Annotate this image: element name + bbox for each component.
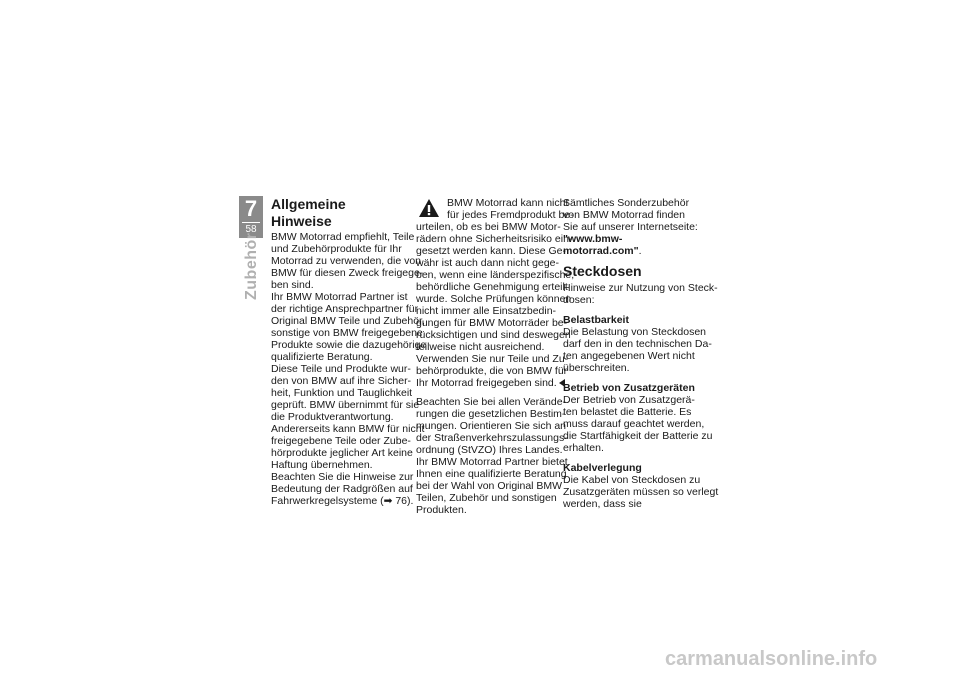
subsection-title: Betrieb von Zusatzgeräten <box>563 382 695 394</box>
text-line: überschreiten. <box>563 362 630 374</box>
text-line: Andererseits kann BMW für nicht <box>271 423 425 435</box>
text-line: rädern ohne Sicherheitsrisiko ein- <box>416 233 573 245</box>
text-line: freigegebene Teile oder Zube- <box>271 435 411 447</box>
text-line: muss darauf geachtet werden, <box>563 418 705 430</box>
text-line: bei der Wahl von Original BMW <box>416 480 563 492</box>
section-heading-sockets: Steckdosen <box>563 263 642 279</box>
text-line: behördliche Genehmigung erteilt <box>416 281 568 293</box>
text-line: behörprodukte, die von BMW für <box>416 365 568 377</box>
body-text <box>271 231 427 507</box>
text-line: hörprodukte jeglicher Art keine <box>271 447 413 459</box>
text-line: Produkte sowie die dazugehörige <box>271 339 427 351</box>
text-line: ben sind. <box>271 279 314 291</box>
text-line: die Produktverantwortung. <box>271 411 394 423</box>
text-line: der Straßenverkehrszulassungs- <box>416 432 568 444</box>
text-line: Ihr BMW Motorrad Partner bietet <box>416 456 568 468</box>
text-line: Der Betrieb von Zusatzgerä- <box>563 394 695 406</box>
text-line: nicht immer alle Einsatzbedin- <box>416 305 557 317</box>
text-line: die Startfähigkeit der Batterie zu <box>563 430 713 442</box>
text-line: BMW Motorrad empfiehlt, Teile <box>271 231 415 243</box>
text-line: ten belastet die Batterie. Es <box>563 406 692 418</box>
subsection-text <box>563 394 713 454</box>
chapter-title: Zubehör <box>243 232 260 300</box>
text-line: BMW Motorrad kann nicht <box>447 197 569 209</box>
text-line: Zusatzgeräten müssen so verlegt <box>563 486 719 498</box>
warning-block <box>416 197 575 389</box>
text-line: Die Kabel von Steckdosen zu <box>563 474 701 486</box>
text-line: Ihnen eine qualifizierte Beratung <box>416 468 567 480</box>
text-line: qualifizierte Beratung. <box>271 351 373 363</box>
text-line: Haftung übernehmen. <box>271 459 373 471</box>
text-line: gesetzt werden kann. Diese Ge- <box>416 245 566 257</box>
text-line: ten angegebenen Wert nicht <box>563 350 695 362</box>
text-line: Diese Teile und Produkte wur- <box>271 363 411 375</box>
text-line: dosen: <box>563 294 595 306</box>
text-line: der richtige Ansprechpartner für <box>271 303 419 315</box>
text-line: Hinweise zur Nutzung von Steck- <box>563 282 718 294</box>
text-line: und Zubehörprodukte für Ihr <box>271 243 402 255</box>
sockets-sections <box>563 314 719 510</box>
text-line: Sie auf unserer Internetseite: <box>563 221 698 233</box>
text-line: Bedeutung der Radgrößen auf <box>271 483 413 495</box>
column-general-notes <box>271 196 427 507</box>
body-text <box>416 396 568 516</box>
sockets-intro <box>563 282 718 306</box>
text-line: mungen. Orientieren Sie sich an <box>416 420 566 432</box>
chapter-number: 7 <box>244 196 258 221</box>
text-line: ben, wenn eine länderspezifische, <box>416 269 575 281</box>
column-warning <box>416 197 575 516</box>
text-line: gungen für BMW Motorräder be- <box>416 317 568 329</box>
text-line: werden, dass sie <box>563 498 642 510</box>
text-line: den von BMW auf ihre Sicher- <box>271 375 412 387</box>
text-line: Sämtliches Sonderzubehör <box>563 197 690 209</box>
text-line: rungen die gesetzlichen Bestim- <box>416 408 566 420</box>
subsection-text <box>563 326 712 374</box>
text-line: erhalten. <box>563 442 604 454</box>
section-heading: Allgemeine Hinweise <box>271 196 346 229</box>
website-line: "www.bmw-motorrad.com". <box>563 233 642 257</box>
text-line: Beachten Sie bei allen Verände- <box>416 396 567 408</box>
text-line: Motorrad zu verwenden, die von <box>271 255 421 267</box>
text-line: darf den in den technischen Da- <box>563 338 712 350</box>
page-number: 58 <box>245 224 257 235</box>
warning-text <box>416 221 575 389</box>
text-line: Beachten Sie die Hinweise zur <box>271 471 414 483</box>
text-line: für jedes Fremdprodukt be- <box>447 209 574 221</box>
text-line: heit, Funktion und Tauglichkeit <box>271 387 413 399</box>
subsection-title: Kabelverlegung <box>563 462 642 474</box>
text-line: BMW für diesen Zweck freigege- <box>271 267 424 279</box>
text-line: rücksichtigen und sind deswegen <box>416 329 571 341</box>
accessory-intro <box>563 197 700 233</box>
text-line: urteilen, ob es bei BMW Motor- <box>416 221 561 233</box>
text-line: ordnung (StVZO) Ihres Landes. <box>416 444 563 456</box>
text-line: Ihr Motorrad freigegeben sind. <box>416 377 553 389</box>
text-line: Ihr BMW Motorrad Partner ist <box>271 291 408 303</box>
text-line: Die Belastung von Steckdosen <box>563 326 707 338</box>
text-line: sonstige von BMW freigegebene <box>271 327 423 339</box>
website-link[interactable]: "www.bmw-motorrad.com" <box>563 233 639 257</box>
subsection-text <box>563 474 719 510</box>
text-line: Original BMW Teile und Zubehör, <box>271 315 425 327</box>
subsection-title: Belastbarkeit <box>563 314 629 326</box>
text-line: Fahrwerkregelsysteme (➡ 76). <box>271 495 414 507</box>
text-line: Teilen, Zubehör und sonstigen <box>416 492 557 504</box>
warning-triangle-icon <box>418 198 440 218</box>
text-line: Produkten. <box>416 504 467 516</box>
text-line: wurde. Solche Prüfungen können <box>416 293 572 305</box>
watermark: carmanualsonline.info <box>665 648 878 670</box>
text-line: währ ist auch dann nicht gege- <box>416 257 560 269</box>
text-line: von BMW Motorrad finden <box>563 209 685 221</box>
text-line: teilweise nicht ausreichend. <box>416 341 545 353</box>
text-line: Verwenden Sie nur Teile und Zu- <box>416 353 569 365</box>
text-line: geprüft. BMW übernimmt für sie <box>271 399 420 411</box>
column-sockets <box>563 197 719 510</box>
